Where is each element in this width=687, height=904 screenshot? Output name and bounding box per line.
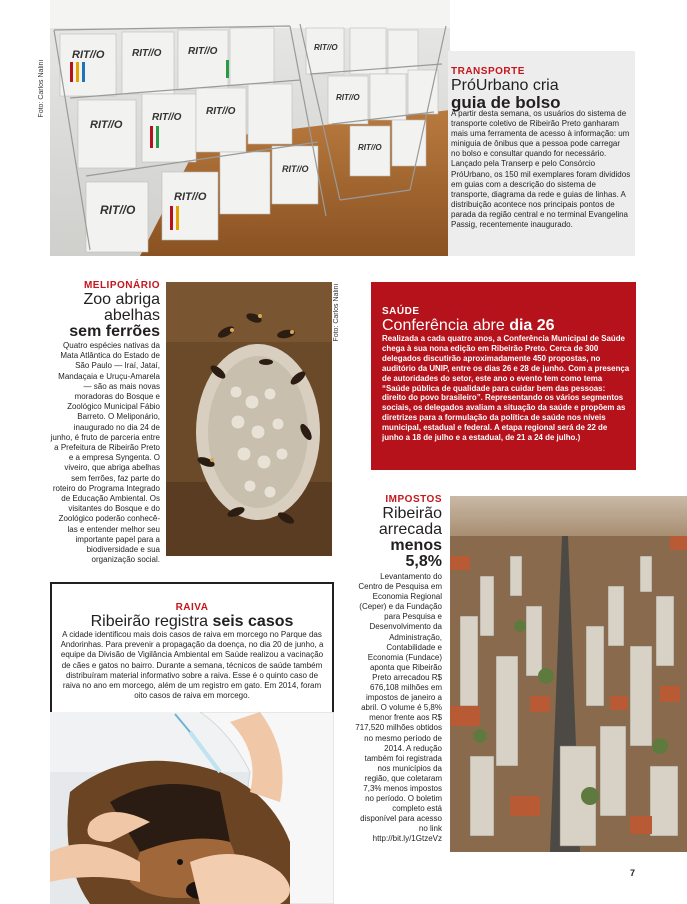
svg-text:RIT//O: RIT//O bbox=[314, 43, 338, 52]
meliponario-title-light: Zoo abriga abelhas bbox=[83, 291, 160, 324]
svg-text:RIT//O: RIT//O bbox=[90, 119, 123, 131]
raiva-body: A cidade identificou mais dois casos de raiva em morcego no Parque das Andorinhas. Para prevenir a propagação da doença, no dia 20 de junho, a equipe da Divisão de Vigilância Ambiental em Saúde realizou a vacinação de cães e gatos no bairro. Durante a semana, técnicos de saúde também distribuíram material informativo sobre a raiva. Esse é o quinto caso de raiva no ano em morcego, além de um registro em gato. Em 2014, foram oito casos de raiva em morcego. bbox=[60, 630, 324, 701]
svg-text:RIT//O: RIT//O bbox=[188, 46, 218, 57]
meliponario-title-bold: sem ferrões bbox=[69, 323, 160, 340]
saude-box bbox=[371, 282, 636, 470]
svg-text:RIT//O: RIT//O bbox=[72, 49, 105, 61]
photo-credit-top: Foto: Carlos Nalini bbox=[38, 60, 45, 118]
saude-title-light: Conferência abre bbox=[382, 317, 505, 334]
bus-guides-illustration bbox=[50, 0, 450, 256]
raiva-section-label: RAIVA bbox=[175, 602, 209, 613]
meliponario-body: Quatro espécies nativas da Mata Atlântica do Estado de São Paulo — Iraí, Jataí, Mandaçaia e Uruçu-Amarela — são as mais novas moradoras do Bosque e Zoológico Municipal Fábio Barreto. O Meliponário, inaugurado no dia 24 de junho, é fruto de parceria entre a Prefeitura de Ribeirão Preto e a empresa Syngenta. O viveiro, que abriga abelhas sem ferrões, faz parte do roteiro do Programa Integrado de Educação Ambiental. Os visitantes do Bosque e do Zoológico poderão conhecê-las e entender melhor seu importante papel para a biodiversidade e sua organização social. bbox=[50, 341, 160, 565]
impostos-title-light: Ribeirão arrecada bbox=[378, 505, 442, 538]
raiva-title-bold: seis casos bbox=[212, 613, 294, 630]
meliponario-section-label: MELIPONÁRIO bbox=[83, 280, 160, 291]
photo-bus-guides bbox=[50, 0, 450, 256]
meliponario-article bbox=[50, 280, 160, 565]
impostos-article bbox=[355, 494, 442, 845]
svg-text:RIT//O: RIT//O bbox=[132, 48, 162, 59]
transporte-title-light: PróUrbano cria bbox=[451, 77, 559, 94]
raiva-box bbox=[50, 582, 334, 714]
city-illustration bbox=[450, 496, 687, 852]
svg-text:RIT//O: RIT//O bbox=[174, 191, 207, 203]
impostos-section-label: IMPOSTOS bbox=[385, 494, 442, 505]
saude-title bbox=[382, 318, 555, 334]
impostos-body: Levantamento do Centro de Pesquisa em Economia Regional (Ceper) e da Fundação para Pesquisa e Desenvolvimento da Administração, Contabilidade e Economia (Fundace) aponta que Ribeirão Preto arrecadou R$ 676,108 milhões em impostos de janeiro a abril. O volume é 5,8% menor frente aos R$ 717,520 milhões obtidos no mesmo período de 2014. A redução também foi registrada nos municípios da região, que coletaram 7,3% menos impostos no período. O boletim completo está disponível para acesso no link http://bit.ly/1GtzeVz bbox=[355, 572, 442, 844]
impostos-title-bold: menos 5,8% bbox=[390, 537, 442, 570]
svg-text:RIT//O: RIT//O bbox=[336, 93, 360, 102]
photo-city-aerial bbox=[450, 496, 687, 852]
saude-section-label: SAÚDE bbox=[382, 306, 420, 317]
transporte-body: A partir desta semana, os usuários do sistema de transporte coletivo de Ribeirão Preto ganharam mais uma ferramenta de acesso à informação: um miniguia de ônibus que a pessoa pode carregar no bolso e consultar quando for necessário. Lançado pela Transerp e pelo Consórcio PróUrbano, os 150 mil exemplares foram divididos em guias com a descrição do sistema de transporte, diagrama da rede e guias de linhas. A distribuição acontece nos principais pontos de parada da região central e no terminal Evangelina Passig, recentemente inaugurado. bbox=[451, 109, 631, 230]
photo-dog-vaccine bbox=[50, 712, 334, 904]
page-number: 7 bbox=[630, 868, 636, 878]
raiva-title bbox=[52, 614, 332, 630]
saude-title-bold: dia 26 bbox=[509, 317, 555, 334]
svg-text:RIT//O: RIT//O bbox=[282, 164, 309, 174]
photo-credit-bees: Foto: Carlos Nalini bbox=[333, 284, 340, 342]
svg-text:RIT//O: RIT//O bbox=[100, 203, 136, 217]
photo-bees bbox=[166, 282, 332, 556]
svg-text:RIT//O: RIT//O bbox=[152, 112, 182, 123]
bees-illustration bbox=[166, 282, 332, 556]
dog-vaccine-illustration bbox=[50, 712, 334, 904]
svg-text:RIT//O: RIT//O bbox=[358, 143, 382, 152]
saude-body: Realizada a cada quatro anos, a Conferência Municipal de Saúde chega à sua nona edição em Ribeirão Preto. Cerca de 300 delegados discutirão aproximadamente 450 propostas, no auditório da UNIP, entre os dias 26 e 28 de junho. Com a presença de autoridades do setor, este ano o evento tem como tema “Saúde pública de qualidade para cuidar bem das pessoas: direito do povo brasileiro”. Representando os vários segmentos sociais, os delegados avaliam a situação da saúde e propõem as diretrizes para a formulação da política de saúde nos níveis municipal, estadual e federal. A etapa regional será de 22 de junho a 18 de julho e a estadual, de 21 a 24 de julho.) bbox=[382, 334, 630, 443]
transporte-title-bold: guia de bolso bbox=[451, 93, 561, 112]
raiva-title-light: Ribeirão registra bbox=[90, 613, 208, 630]
svg-text:RIT//O: RIT//O bbox=[206, 106, 236, 117]
transporte-section-label: TRANSPORTE bbox=[451, 66, 525, 77]
transporte-box bbox=[448, 51, 635, 256]
